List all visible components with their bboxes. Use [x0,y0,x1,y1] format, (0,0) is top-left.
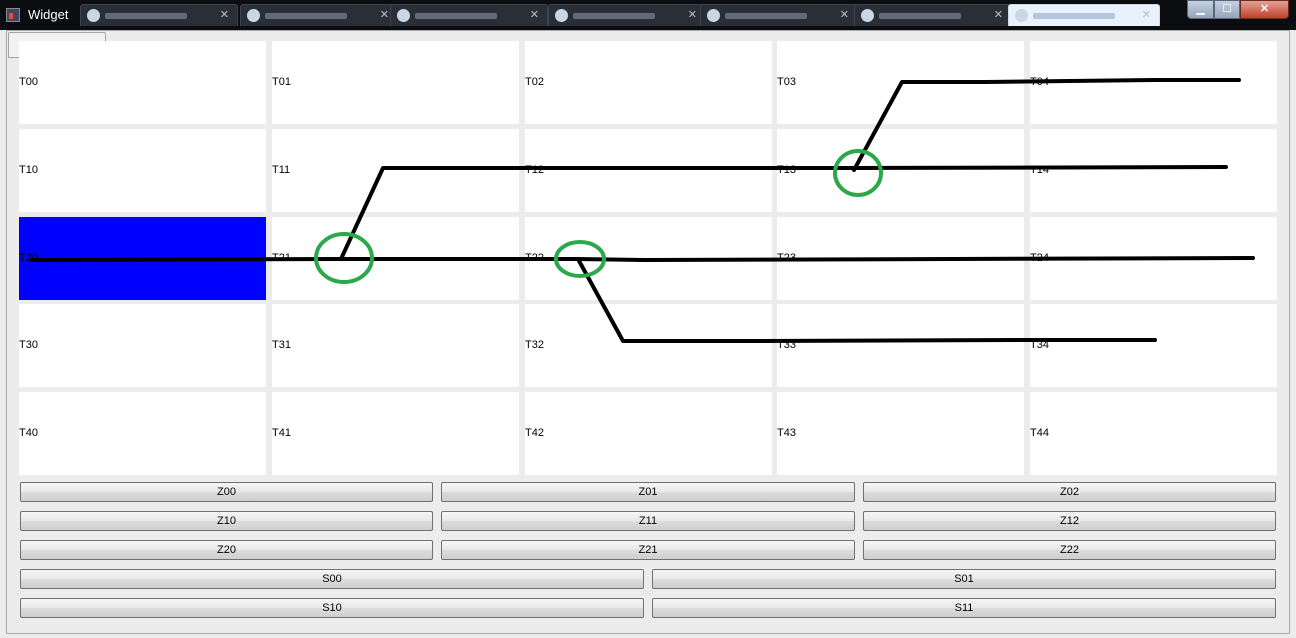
favicon-icon [247,9,260,22]
cell-t13[interactable] [777,129,1024,212]
cell-label: T10 [19,164,38,176]
favicon-icon [707,9,720,22]
cell-t21[interactable] [272,217,519,300]
cell-label: T24 [1030,252,1049,264]
cell-label: T34 [1030,339,1049,351]
z02-button[interactable]: Z02 [863,482,1276,502]
z21-button[interactable]: Z21 [441,540,855,560]
active-browser-tab[interactable] [1008,4,1160,26]
cell-t30[interactable] [19,304,266,387]
s00-button[interactable]: S00 [20,569,644,589]
blurred-tab-title [1033,13,1115,19]
cell-label: T42 [525,427,544,439]
z22-button[interactable]: Z22 [863,540,1276,560]
cell-t32[interactable] [525,304,772,387]
cell-t43[interactable] [777,392,1024,475]
close-button[interactable]: ✕ [1240,0,1289,19]
cell-t02[interactable] [525,41,772,124]
cell-label: T23 [777,252,796,264]
z01-button[interactable]: Z01 [441,482,855,502]
z11-button[interactable]: Z11 [441,511,855,531]
cell-t31[interactable] [272,304,519,387]
close-icon[interactable]: ✕ [1141,9,1151,21]
cell-label: T00 [19,76,38,88]
cell-t34[interactable] [1030,304,1277,387]
cell-label: T31 [272,339,291,351]
cell-label: T01 [272,76,291,88]
window-controls [1187,0,1289,20]
cell-t24[interactable] [1030,217,1277,300]
cell-t03[interactable] [777,41,1024,124]
cell-t20-selected[interactable] [19,217,266,300]
blurred-tab-title [573,13,655,19]
close-icon[interactable]: ✕ [993,9,1003,21]
z10-button[interactable]: Z10 [20,511,433,531]
cell-t04[interactable] [1030,41,1277,124]
cell-label: T41 [272,427,291,439]
favicon-icon [87,9,100,22]
cell-t44[interactable] [1030,392,1277,475]
cell-label: T33 [777,339,796,351]
background-browser-tab[interactable] [854,4,1012,26]
cell-label: T02 [525,76,544,88]
title-bar [0,0,1296,30]
cell-label: T04 [1030,76,1049,88]
cell-label: T21 [272,252,291,264]
cell-label: T40 [19,427,38,439]
s10-button[interactable]: S10 [20,598,644,618]
cell-t33[interactable] [777,304,1024,387]
cell-t42[interactable] [525,392,772,475]
cell-t11[interactable] [272,129,519,212]
cell-t41[interactable] [272,392,519,475]
close-icon[interactable]: ✕ [839,9,849,21]
z20-button[interactable]: Z20 [20,540,433,560]
maximize-button[interactable]: ☐ [1214,0,1240,19]
background-browser-tab[interactable] [80,4,238,26]
background-browser-tab[interactable] [240,4,398,26]
cell-t14[interactable] [1030,129,1277,212]
cell-t12[interactable] [525,129,772,212]
cell-label: T22 [525,252,544,264]
favicon-icon [1015,9,1028,22]
z00-button[interactable]: Z00 [20,482,433,502]
z12-button[interactable]: Z12 [863,511,1276,531]
cell-label: T14 [1030,164,1049,176]
close-icon[interactable]: ✕ [687,9,697,21]
minimize-button[interactable]: ▁ [1187,0,1214,19]
cell-t40[interactable] [19,392,266,475]
close-icon[interactable]: ✕ [379,9,389,21]
s11-button[interactable]: S11 [652,598,1276,618]
cell-t10[interactable] [19,129,266,212]
cell-t01[interactable] [272,41,519,124]
close-icon[interactable]: ✕ [219,9,229,21]
window-title: Widget [28,7,69,22]
cell-t00[interactable] [19,41,266,124]
background-browser-tab[interactable] [548,4,706,26]
background-browser-tab[interactable] [700,4,858,26]
cell-label: T20 [19,252,38,264]
cell-label: T11 [272,164,291,176]
blurred-tab-title [415,13,497,19]
cell-label: T03 [777,76,796,88]
cell-label: T30 [19,339,38,351]
cell-label: T13 [777,164,796,176]
blurred-tab-title [879,13,961,19]
close-icon[interactable]: ✕ [529,9,539,21]
background-browser-tab[interactable] [390,4,548,26]
s01-button[interactable]: S01 [652,569,1276,589]
cell-label: T32 [525,339,544,351]
cell-label: T44 [1030,427,1049,439]
cell-label: T43 [777,427,796,439]
blurred-tab-title [265,13,347,19]
cell-label: T12 [525,164,544,176]
blurred-tab-title [105,13,187,19]
cell-t23[interactable] [777,217,1024,300]
favicon-icon [555,9,568,22]
cell-t22[interactable] [525,217,772,300]
blurred-tab-title [725,13,807,19]
favicon-icon [861,9,874,22]
favicon-icon [397,9,410,22]
app-icon [6,8,20,22]
